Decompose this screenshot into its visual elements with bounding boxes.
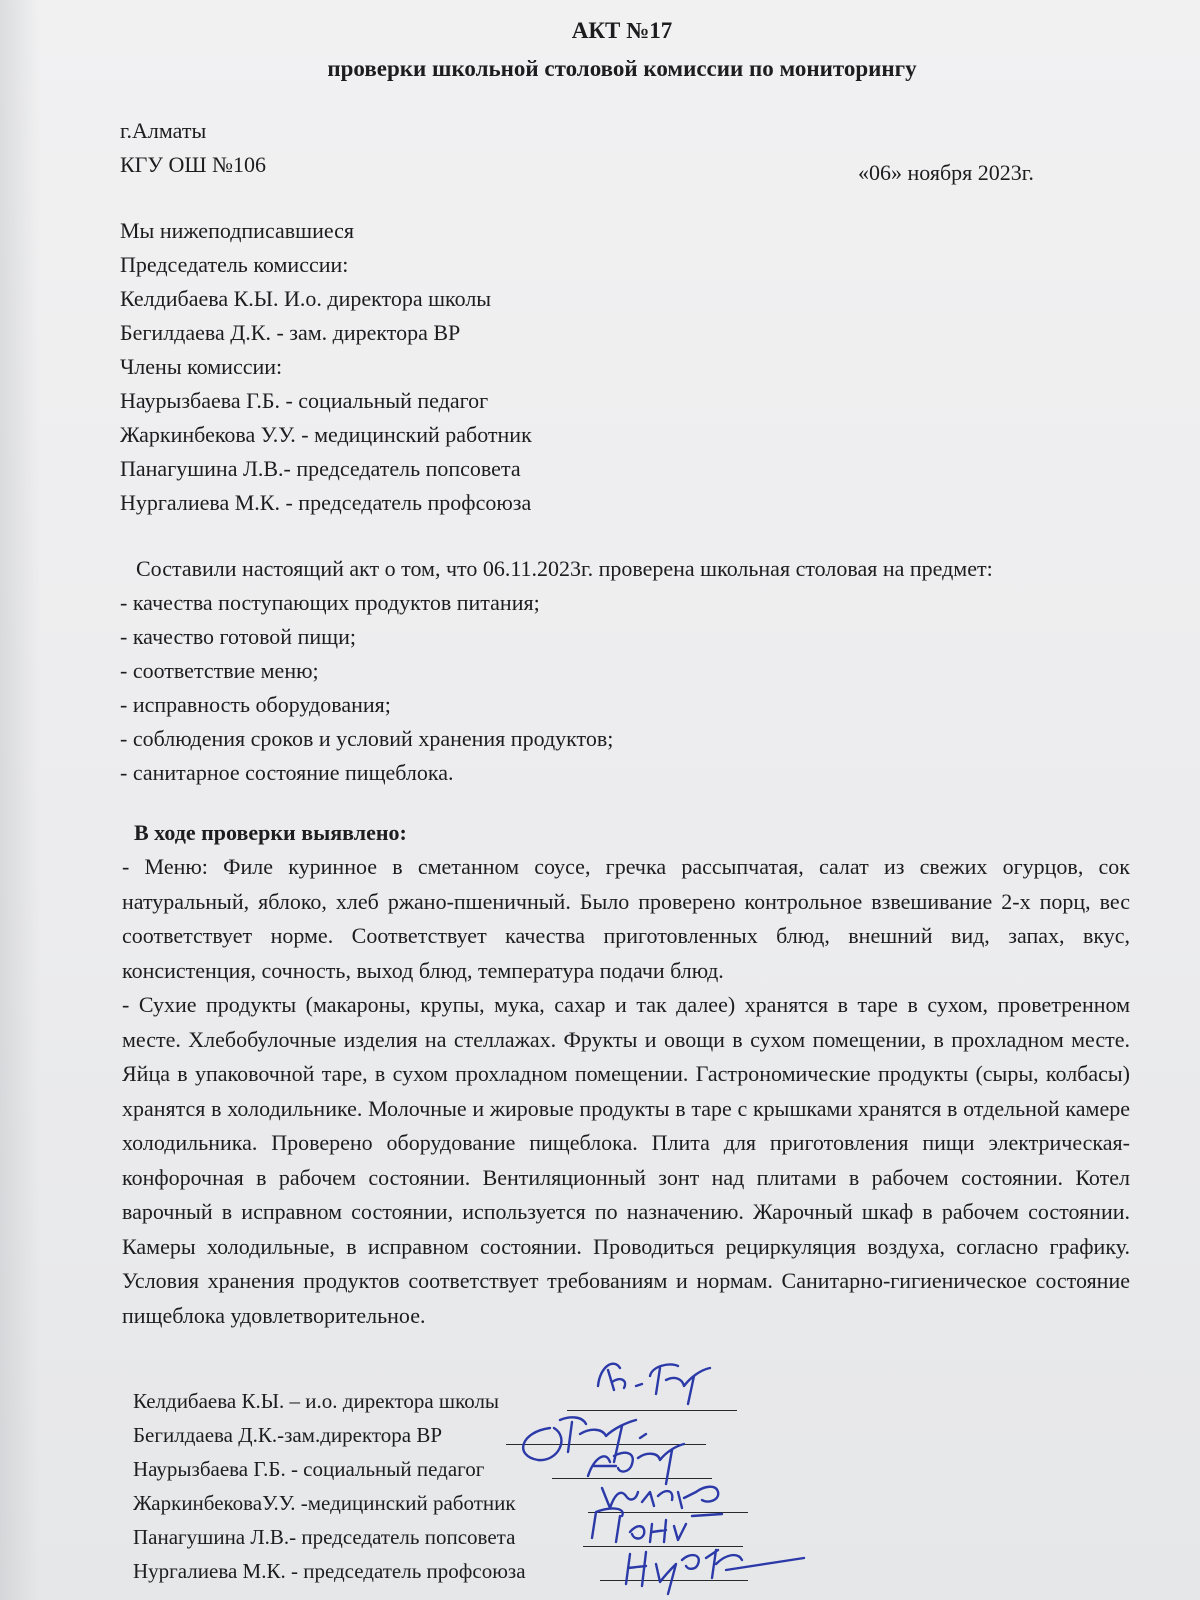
member-line: Жаркинбекова У.У. - медицинский работник — [120, 422, 532, 447]
inspection-item: - качество готовой пищи; — [120, 624, 356, 649]
inspection-item: - соблюдения сроков и условий хранения продуктов; — [120, 726, 614, 751]
chair-line: Келдибаева К.Ы. И.о. директора школы — [120, 286, 492, 311]
commission-intro: Мы нижеподписавшиеся — [120, 218, 355, 243]
city: г.Алматы — [120, 118, 207, 143]
signature-label: Нургалиева М.К. - председатель профсоюза — [133, 1559, 526, 1583]
signature-image — [616, 1524, 816, 1594]
school-name: КГУ ОШ №106 — [120, 152, 267, 177]
signature-label: Наурызбаева Г.Б. - социальный педагог — [133, 1457, 485, 1481]
member-line: Панагушина Л.В.- председатель попсовета — [120, 456, 521, 481]
inspection-statement: Составили настоящий акт о том, что 06.11.2023г. проверена школьная столовая на предмет: — [136, 556, 993, 581]
findings-paragraph-storage: - Сухие продукты (макароны, крупы, мука, сахар и так далее) хранятся в таре в сухом, проветренном месте. Хлебобулочные изделия на стеллажах. Фрукты и овощи в сухом помещении, в прохладном месте. Яйца в упаковочной таре, в сухом прохладном помещении. Гастрономические продукты (сыры, колбасы) хранятся в холодильнике. Молочные и жировые продукты в таре с крышками хранятся в отдельной камере холодильника. Проверено оборудование пищеблока. Плита для приготовления пищи электрическая-конфорочная в рабочем состоянии. Вентиляционный зонт над плитами в рабочем состоянии. Котел варочный в исправном состоянии, используется по назначению. Жарочный шкаф в рабочем состоянии. Камеры холодильные, в исправном состоянии. Проводиться рециркуляция воздуха, согласно графику. Условия хранения продуктов соответствует требованиям и нормам. Санитарно-гигиеническое состояние пищеблока удовлетворительное. — [122, 992, 1130, 1328]
member-line: Наурызбаева Г.Б. - социальный педагог — [120, 388, 489, 413]
member-line: Нургалиева М.К. - председатель профсоюза — [120, 490, 532, 515]
chair-heading: Председатель комиссии: — [120, 252, 349, 277]
inspection-item: - исправность оборудования; — [120, 692, 391, 717]
signature-label: Келдибаева К.Ы. – и.о. директора школы — [133, 1389, 500, 1413]
signature-label: ЖаркинбековаУ.У. -медицинский работник — [133, 1491, 516, 1515]
findings-paragraph-menu: - Меню: Филе куринное в сметанном соусе, гречка рассыпчатая, салат из свежих огурцов, сок натуральный, яблоко, хлеб ржано-пшеничный. Было проверено контрольное взвешивание 2-х порц, вес соответствует норме. Соответствует качества приготовленных блюд, внешний вид, запах, вкус, консистенция, сочность, выход блюд, температура подачи блюд. — [122, 854, 1130, 983]
act-subtitle: проверки школьной столовой комиссии по мониторингу — [327, 56, 917, 81]
act-title: АКТ №17 — [571, 18, 673, 43]
inspection-item: - качества поступающих продуктов питания; — [120, 590, 540, 615]
inspection-item: - соответствие меню; — [120, 658, 319, 683]
act-date: «06» ноября 2023г. — [858, 160, 1034, 185]
members-heading: Члены комиссии: — [120, 354, 283, 379]
inspection-item: - санитарное состояние пищеблока. — [120, 760, 454, 785]
signature-label: Бегилдаева Д.К.-зам.директора ВР — [133, 1423, 443, 1447]
findings-heading: В ходе проверки выявлено: — [134, 820, 407, 845]
chair-line: Бегилдаева Д.К. - зам. директора ВР — [120, 320, 461, 345]
page-shadow — [0, 0, 40, 1600]
signature-label: Панагушина Л.В.- председатель попсовета — [133, 1525, 516, 1549]
